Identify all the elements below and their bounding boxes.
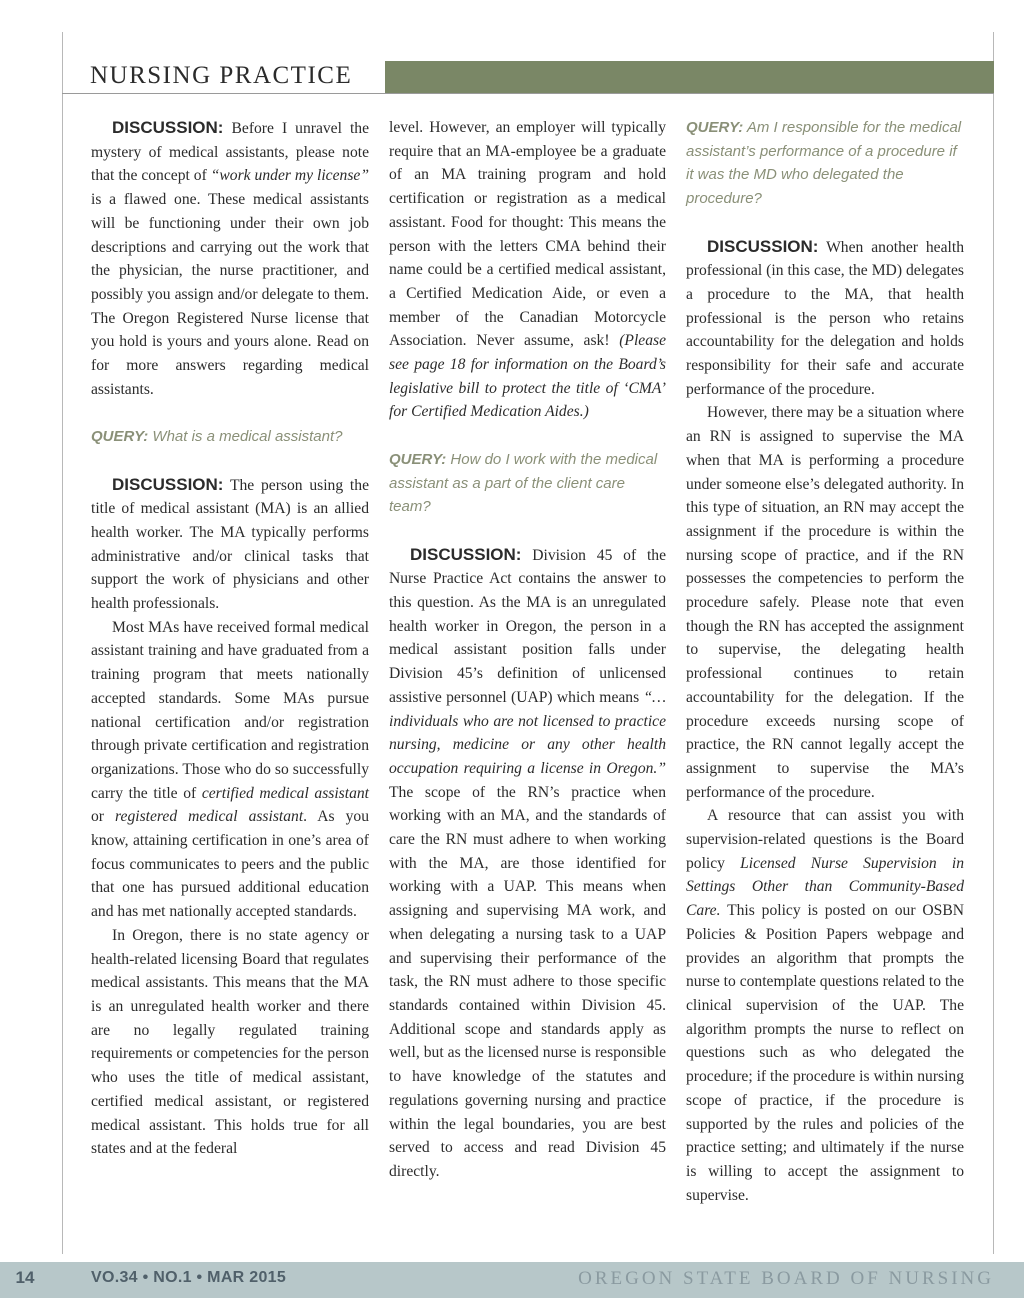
column-1 (91, 116, 369, 1161)
page-number: 14 (15, 1268, 35, 1287)
query: QUERY: Am I responsible for the medical assistant’s performance of a procedure if it was the MD who delegated the procedure? (686, 119, 962, 208)
query: QUERY: How do I work with the medical assistant as a part of the client care team? (389, 450, 658, 516)
right-margin-line (993, 32, 994, 1254)
query-label: QUERY: (686, 119, 744, 136)
discussion-label: DISCUSSION: (112, 474, 224, 494)
column-3 (686, 116, 964, 1207)
paragraph: However, there may be a situation where an RN is assigned to supervise the MA when that MA is performing a procedure under someone else’s delegated authority. In this type of situation, an RN may accept the assignment if the procedure is within the nursing scope of practice, and if the RN possesses the competencies to perform the procedure safely. Please note that even though the RN has accepted the assignment to supervise, the delegating health professional continues to retain accountability for the delegation. If the procedure exceeds nursing scope of practice, the RN cannot legally accept the assignment to supervise the MA’s performance of the procedure. (686, 404, 964, 801)
discussion-label: DISCUSSION: (112, 118, 224, 137)
query-label: QUERY: (389, 450, 447, 468)
paragraph: level. However, an employer will typically require that an MA-employee be a graduate of an MA training program and hold certification or registration as a medical assistant. Food for thought: This means the person with the letters CMA behind their name could be a certified medical assistant, a Certified Medication Aide, or even a member of the Canadian Motorcycle Association. Never assume, ask! (Please see page 18 for information on the Board’s legislative bill to protect the title of ‘CMA’ for Certified Medication Aides.) (389, 119, 666, 421)
query-label: QUERY: (91, 428, 149, 446)
left-margin-line (62, 32, 63, 1254)
paragraph: DISCUSSION: Division 45 of the Nurse Practice Act contains the answer to this question. As the MA is an unregulated health worker in Oregon, the person in a medical assistant position falls under Division 45’s definition of unlicensed assistive personnel (UAP) which means “…individuals who are not licensed to practice nursing, medicine or any other health occupation requiring a license in Oregon.” The scope of the RN’s practice when working with an MA, and the standards of care the RN must adhere to when working with the MA, are those identified for working with a UAP. This means when assigning and supervising MA work, and when delegating a nursing task to a UAP and supervising their performance of the task, the RN must adhere to those specific standards contained within Division 45. Additional scope and standards apply as well, but as the licensed nurse is responsible to have knowledge of the statutes and regulations governing nursing and practice within the legal boundaries, you are best served to access and read Division 45 directly. (389, 544, 666, 1180)
paragraph: DISCUSSION: Before I unravel the mystery of medical assistants, please note that the concept of “work under my license” is a flawed one. These medical assistants will be functioning under their own job descriptions and carrying out the work that the physician, the nurse practitioner, and possibly you assign and/or delegate to them. The Oregon Registered Nurse license that you hold is yours and yours alone. Read on for more answers regarding medical assistants. (91, 118, 369, 398)
header-rule (62, 93, 994, 94)
paragraph: Most MAs have received formal medical assistant training and have graduated from a training program that meets nationally accepted standards. Some MAs pursue national certification and/or registration through private certification and registration organizations. Those who do so successfully carry the title of certified medical assistant or registered medical assistant. As you know, attaining certification in one’s area of focus communicates to peers and the public that one has pursued additional education and has met nationally accepted standards. (91, 618, 370, 921)
organization-name: OREGON STATE BOARD OF NURSING (578, 1268, 994, 1289)
column-2 (389, 116, 666, 1184)
paragraph: DISCUSSION: When another health professional (in this case, the MD) delegates a procedure to the MA, that health professional is the person who retains accountability for the delegation and holds responsibility for their safe and accurate performance of the procedure. (686, 236, 964, 398)
paragraph: In Oregon, there is no state agency or health-related licensing Board that regulates medical assistants. This means that the MA is an unregulated health worker and there are no legally regulated training requirements or competencies for the person who uses the title of medical assistant, certified medical assistant, or registered medical assistant. This holds true for all states and at the federal (91, 926, 369, 1158)
header-accent-bar (385, 61, 994, 93)
section-title: NURSING PRACTICE (90, 62, 353, 89)
paragraph: DISCUSSION: The person using the title of medical assistant (MA) is an allied health worker. The MA typically performs administrative and/or clinical tasks that support the work of physicians and other health professionals. (91, 474, 369, 613)
issue-info: VO.34 • NO.1 • MAR 2015 (91, 1269, 287, 1286)
discussion-label: DISCUSSION: (707, 236, 819, 256)
paragraph: A resource that can assist you with supervision-related questions is the Board policy Licensed Nurse Supervision in Settings Other than Community-Based Care. This policy is posted on our OSBN Policies & Position Papers webpage and provides an algorithm that prompts the nurse to contemplate questions related to the clinical supervision of the UAP. The algorithm prompts the nurse to reflect on questions such as who delegated the procedure; if the procedure is within nursing scope of practice, if the procedure is supported by the rules and policies of the practice setting; and ultimately if the nurse is willing to accept the assignment to supervise. (686, 807, 965, 1204)
query: QUERY: What is a medical assistant? (91, 428, 343, 446)
discussion-label: DISCUSSION: (410, 544, 522, 564)
